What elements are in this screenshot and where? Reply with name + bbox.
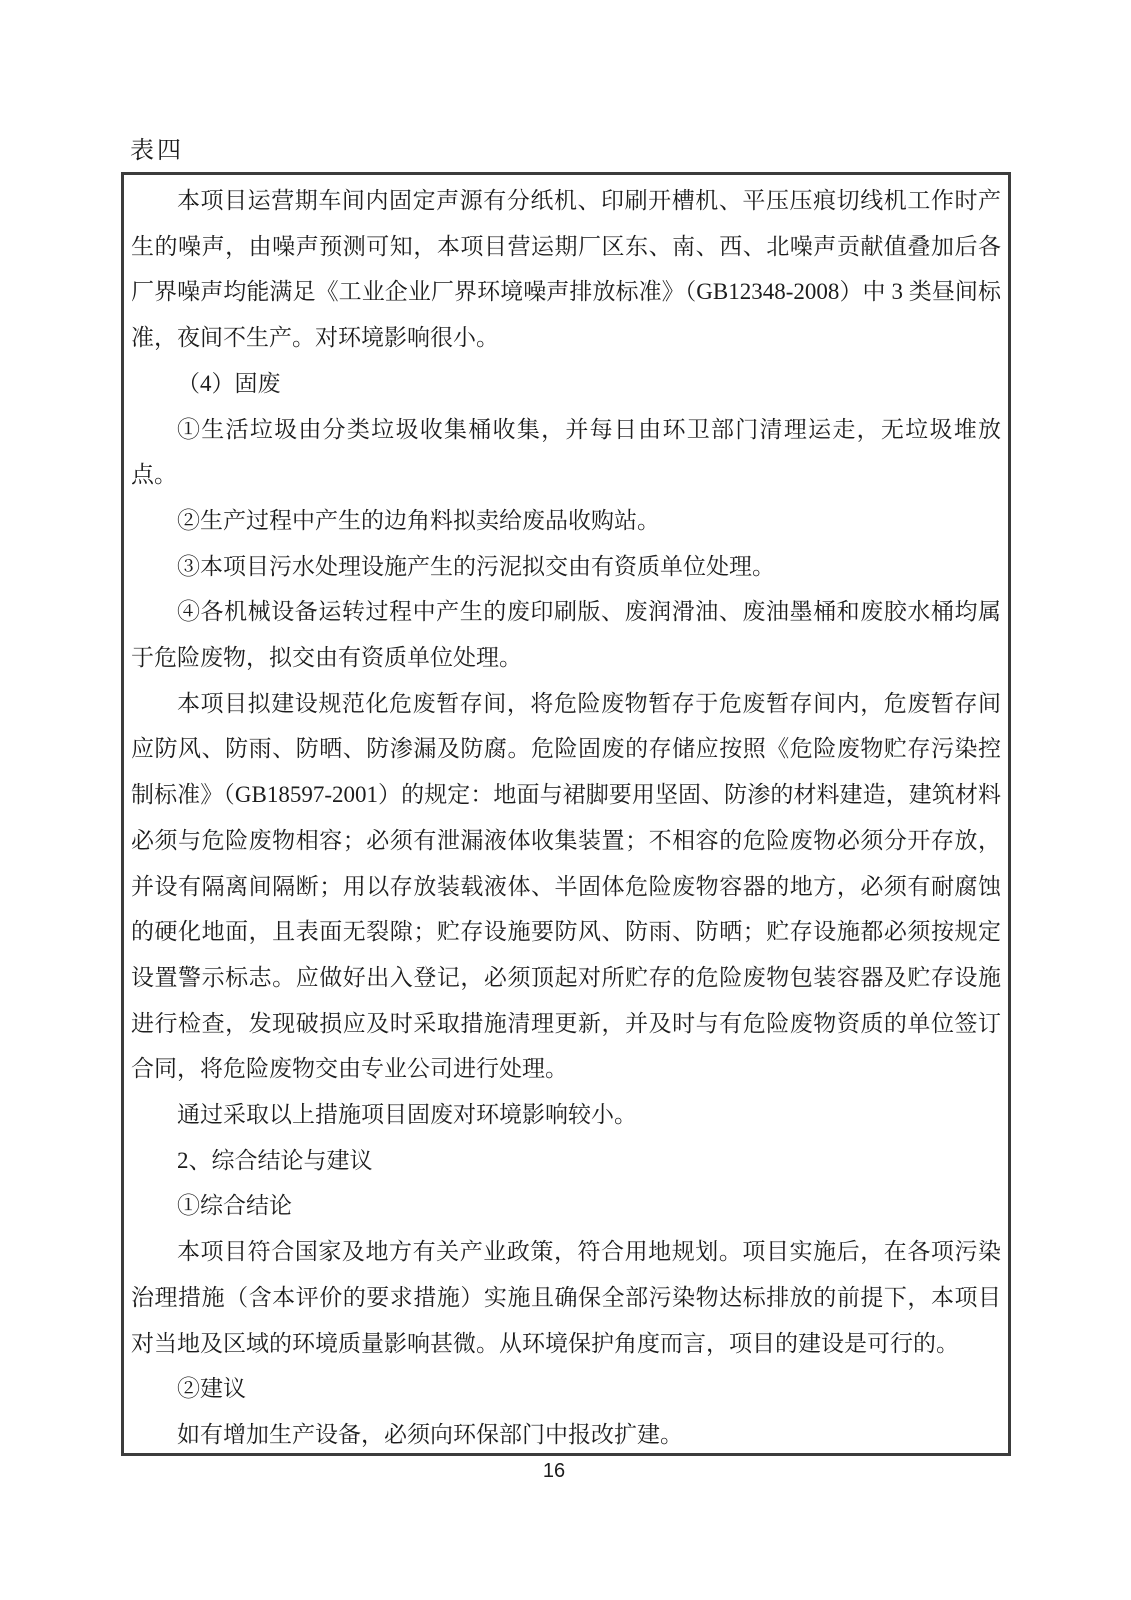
page-number: 16 (542, 1460, 566, 1482)
table-label: 表四 (130, 138, 184, 164)
paragraph-conclusion-subheading: ①综合结论 (177, 1193, 292, 1219)
paragraph-hazardous-waste-storage: 本项目拟建设规范化危废暂存间，将危险废物暂存于危废暂存间内，危废暂存间应防风、防雨、防晒、防渗漏及防腐。危险固废的存储应按照《危险废物贮存污染控制标准》（GB18597-2001）的规定：地面与裙脚要用坚固、防渗的材料建造，建筑材料必须与危险废物相容；必须有泄漏液体收集装置；不相容的危险废物必须分开存放，并设有隔离间隔断；用以存放装载液体、半固体危险废物容器的地方，必须有耐腐蚀的硬化地面，且表面无裂隙；贮存设施要防风、防雨、防晒；贮存设施都必须按规定设置警示标志。应做好出入登记，必须顶起对所贮存的危险废物包装容器及贮存设施进行检查，发现破损应及时采取措施清理更新，并及时与有危险废物资质的单位签订合同，将危险废物交由专业公司进行处理。 (131, 690, 1001, 1082)
paragraph-suggestion-subheading: ②建议 (177, 1376, 246, 1402)
paragraph-solid-waste-conclusion: 通过采取以上措施项目固废对环境影响较小。 (177, 1102, 637, 1128)
paragraph-conclusion-heading: 2、综合结论与建议 (177, 1147, 373, 1173)
paragraph-solid-waste-item-2: ②生产过程中产生的边角料拟卖给废品收购站。 (177, 507, 660, 533)
paragraph-noise: 本项目运营期车间内固定声源有分纸机、印刷开槽机、平压压痕切线机工作时产生的噪声，由噪声预测可知，本项目营运期厂区东、南、西、北噪声贡献值叠加后各厂界噪声均能满足《工业企业厂界环境噪声排放标准》（GB12348-2008）中 3 类昼间标准，夜间不生产。对环境影响很小。 (131, 188, 1001, 351)
paragraph-solid-waste-item-3: ③本项目污水处理设施产生的污泥拟交由有资质单位处理。 (177, 553, 775, 579)
content-box (121, 172, 1011, 1456)
paragraph-solid-waste-item-1: ①生活垃圾由分类垃圾收集桶收集，并每日由环卫部门清理运走，无垃圾堆放点。 (131, 416, 1001, 488)
paragraph-solid-waste-heading: （4）固废 (177, 370, 281, 396)
paragraph-conclusion-body: 本项目符合国家及地方有关产业政策，符合用地规划。项目实施后，在各项污染治理措施（含本评价的要求措施）实施且确保全部污染物达标排放的前提下，本项目对当地及区域的环境质量影响甚微。从环境保护角度而言，项目的建设是可行的。 (131, 1239, 1001, 1356)
paragraph-solid-waste-item-4: ④各机械设备运转过程中产生的废印刷版、废润滑油、废油墨桶和废胶水桶均属于危险废物，拟交由有资质单位处理。 (131, 599, 1001, 671)
paragraph-suggestion-item-1: 如有增加生产设备，必须向环保部门中报改扩建。 (177, 1421, 683, 1447)
